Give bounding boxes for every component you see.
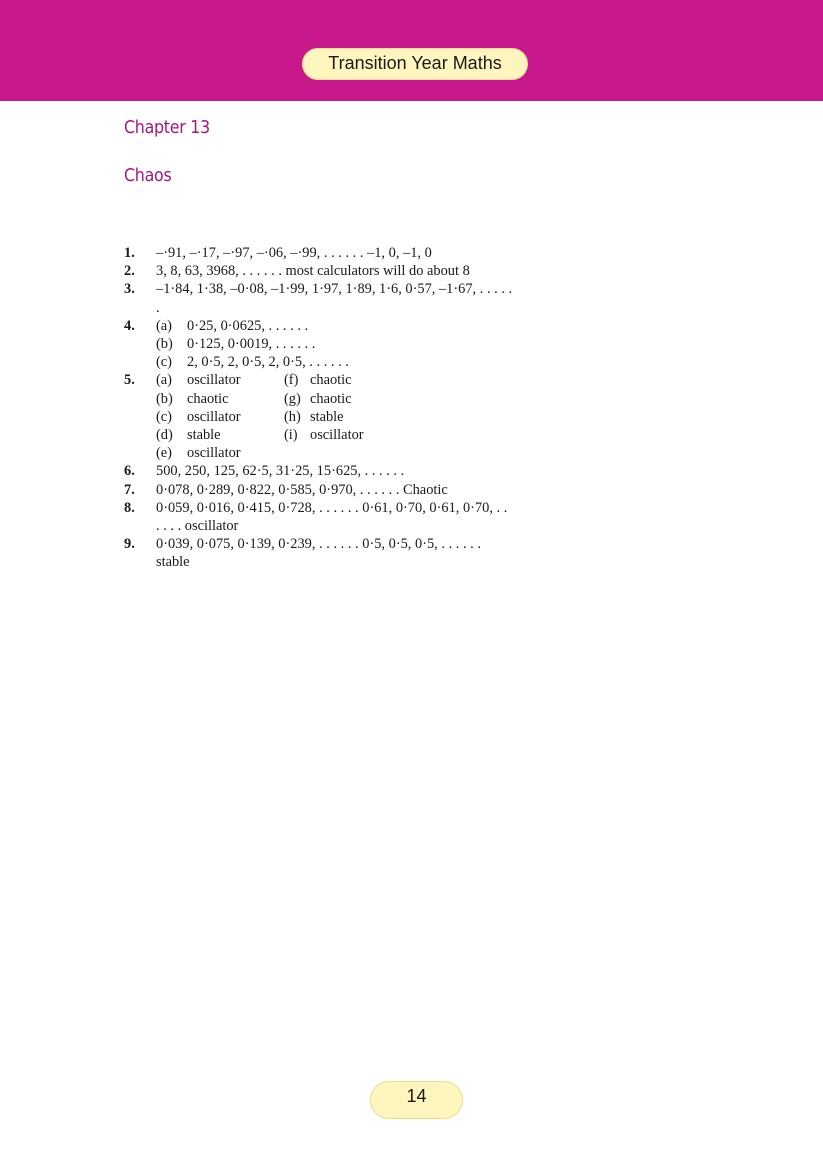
page-number: 14	[370, 1081, 463, 1119]
answer-item-5	[124, 371, 514, 462]
answer-number: 4.	[124, 317, 135, 334]
part-text: oscillator	[310, 427, 364, 444]
answer-parts-grid	[156, 371, 514, 462]
answer-part	[156, 408, 284, 426]
answer-part	[156, 390, 284, 408]
part-text: stable	[187, 427, 221, 444]
answer-item-9	[124, 535, 514, 571]
part-label: (e)	[156, 445, 172, 462]
part-text: chaotic	[310, 390, 352, 407]
answer-part	[156, 426, 284, 444]
answer-item-6	[124, 462, 514, 480]
part-text: chaotic	[310, 372, 352, 389]
answer-part	[284, 390, 514, 408]
answer-number: 9.	[124, 536, 135, 553]
part-label: (g)	[284, 390, 301, 407]
answer-text: 0·059, 0·016, 0·415, 0·728, . . . . . . 0·61, 0·70, 0·61, 0·70, . . . . . . oscillator	[156, 499, 508, 535]
part-text: 2, 0·5, 2, 0·5, 2, 0·5, . . . . . .	[187, 354, 349, 371]
part-text: 0·25, 0·0625, . . . . . .	[187, 317, 309, 334]
part-label: (f)	[284, 372, 299, 389]
answer-text: –·91, –·17, –·97, –·06, –·99, . . . . . . –1, 0, –1, 0	[156, 245, 432, 261]
answer-part	[156, 317, 514, 335]
answer-number: 1.	[124, 245, 135, 261]
part-label: (a)	[156, 317, 172, 334]
answer-part	[156, 353, 514, 371]
answer-number: 5.	[124, 372, 135, 389]
part-label: (h)	[284, 408, 301, 425]
answer-part	[156, 444, 284, 462]
part-text: stable	[310, 408, 344, 425]
answer-part	[156, 371, 284, 389]
answer-number: 2.	[124, 263, 135, 280]
answer-text: 500, 250, 125, 62·5, 31·25, 15·625, . . . . . .	[156, 463, 405, 480]
chapter-title: Chaos	[124, 165, 172, 186]
answer-number: 6.	[124, 463, 135, 480]
answer-item-1	[124, 244, 514, 262]
answer-text: 0·078, 0·289, 0·822, 0·585, 0·970, . . . . . . Chaotic	[156, 481, 448, 498]
answer-parts	[156, 317, 514, 372]
answer-text: 0·039, 0·075, 0·139, 0·239, . . . . . . 0·5, 0·5, 0·5, . . . . . . stable	[156, 536, 481, 571]
part-text: oscillator	[187, 372, 241, 389]
answer-part	[284, 408, 514, 426]
answers-list	[124, 244, 514, 572]
header-title-pill: Transition Year Maths	[302, 48, 528, 80]
part-label: (b)	[156, 336, 173, 353]
chapter-label: Chapter 13	[124, 117, 210, 138]
answer-item-2	[124, 262, 514, 280]
answer-item-8	[124, 499, 514, 535]
answer-item-7	[124, 481, 514, 499]
answer-number: 3.	[124, 281, 135, 298]
answer-part	[284, 371, 514, 389]
part-label: (c)	[156, 354, 172, 371]
answer-part	[284, 426, 514, 444]
grid-spacer	[284, 444, 514, 462]
part-label: (a)	[156, 372, 172, 389]
part-text: oscillator	[187, 408, 241, 425]
answer-item-4	[124, 317, 514, 372]
answer-text: –1·84, 1·38, –0·08, –1·99, 1·97, 1·89, 1·6, 0·57, –1·67, . . . . . .	[156, 281, 513, 316]
part-text: chaotic	[187, 390, 229, 407]
part-text: 0·125, 0·0019, . . . . . .	[187, 336, 316, 353]
part-label: (c)	[156, 408, 172, 425]
answer-item-3	[124, 280, 514, 316]
answer-text: 3, 8, 63, 3968, . . . . . . most calculators will do about 8	[156, 263, 470, 280]
part-label: (i)	[284, 427, 298, 444]
answer-part	[156, 335, 514, 353]
part-text: oscillator	[187, 445, 241, 462]
answer-number: 8.	[124, 499, 135, 516]
part-label: (b)	[156, 390, 173, 407]
part-label: (d)	[156, 427, 173, 444]
answer-number: 7.	[124, 481, 135, 498]
